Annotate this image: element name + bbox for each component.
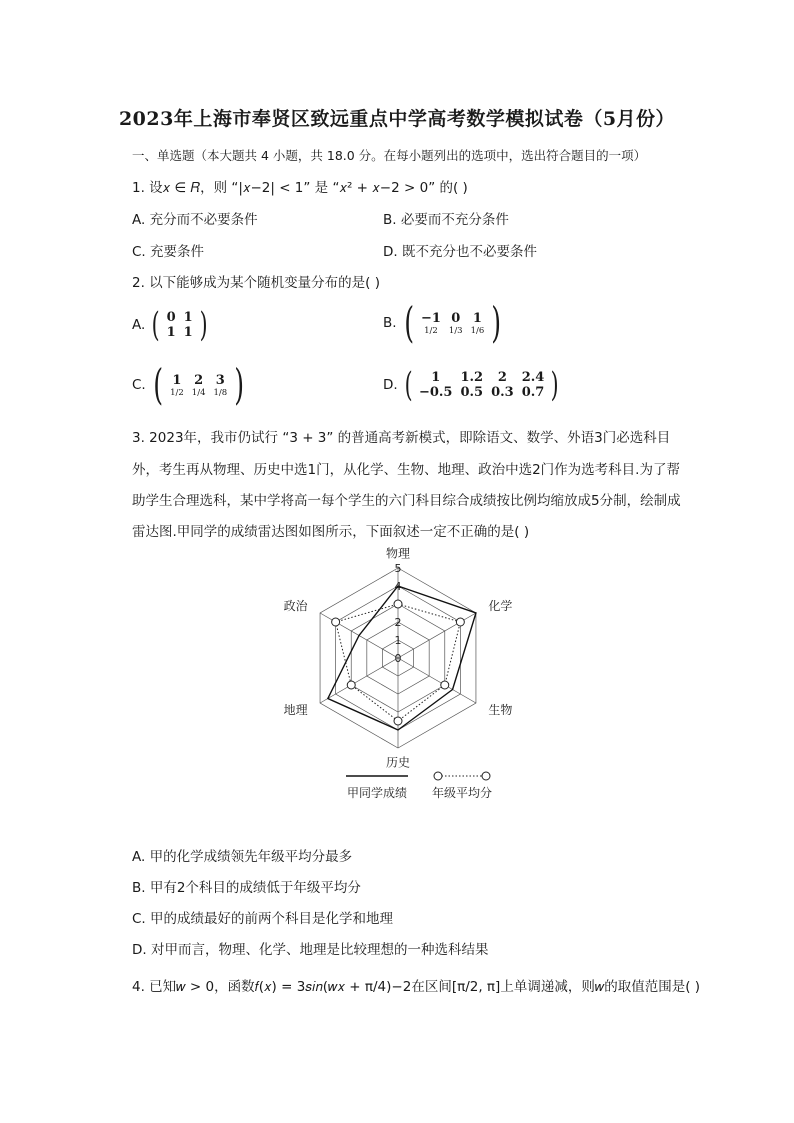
question-2-option-d: D. ( 1 1.2 2 2.4 −0.5 0.5 0.3 0.7 ) (383, 365, 559, 405)
matrix-cell: 0.3 (491, 385, 514, 400)
radar-axis-label: 化学 (488, 598, 513, 613)
matrix-cell: 1 (431, 370, 441, 385)
matrix-cell: 0 (166, 310, 176, 325)
radar-point-average (347, 681, 355, 689)
matrix-cell: 1 (183, 310, 193, 325)
radar-axis-label: 历史 (385, 755, 411, 770)
option-label: B. (383, 315, 397, 331)
question-1-option-d: D. 既不充分也不必要条件 (383, 244, 537, 260)
radar-point-average (394, 717, 402, 725)
matrix-cell: 1 (183, 325, 193, 340)
option-label: D. (383, 377, 398, 393)
option-label: C. (132, 377, 146, 393)
matrix-cell: 1/6 (470, 325, 485, 336)
matrix-cell: 1 (472, 310, 482, 326)
option-label: A. (132, 317, 146, 333)
matrix-cell: 0 (451, 310, 461, 326)
matrix-cell: 1 (172, 372, 182, 388)
matrix-cell: 1.2 (460, 370, 484, 385)
radar-tick-label: 0 (394, 652, 402, 665)
radar-point-average (394, 600, 402, 608)
radar-spoke (320, 658, 398, 703)
radar-axis-label: 地理 (283, 703, 308, 718)
matrix-cell: −0.5 (418, 385, 453, 400)
legend-marker-average (434, 772, 442, 780)
matrix-cell: 1/2 (424, 325, 438, 336)
question-3-line-4: 雷达图.甲同学的成绩雷达图如图所示，下面叙述一定不正确的是( ) (132, 524, 530, 540)
matrix-cell: 3 (215, 372, 225, 388)
radar-point-average (441, 681, 449, 689)
matrix-cell: 2 (497, 370, 507, 385)
radar-point-average (332, 618, 340, 626)
matrix-cell: 2.4 (521, 370, 545, 385)
legend-label-student: 甲同学成绩 (346, 786, 408, 800)
matrix-cell: 1/2 (170, 387, 184, 398)
question-4-stem: 4. 已知𝑤 > 0，函数𝑓(𝑥) = 3𝑠𝑖𝑛(𝑤𝑥 + π/4)−2在区间[π/2, π]上单调递减，则𝑤的取值范围是( ) (132, 979, 701, 995)
matrix-cell: 1/3 (448, 325, 463, 336)
question-2-option-c: C. ( 1 2 3 1/2 1/4 1/8 ) (132, 360, 245, 409)
question-2-option-b: B. ( −1 0 1 1/2 1/3 1/6 ) (383, 298, 502, 347)
matrix-cell: 1 (166, 325, 176, 340)
section-heading: 一、单选题（本大题共 4 小题，共 18.0 分。在每小题列出的选项中，选出符合题目的一项） (132, 148, 647, 163)
question-3-line-2: 外，考生再从物理、历史中选1门，从化学、生物、地理、政治中选2门作为选考科目.为了帮 (132, 462, 680, 478)
radar-tick-label: 5 (394, 562, 402, 575)
radar-tick-label: 1 (394, 634, 402, 647)
matrix-cell: 2 (194, 372, 204, 388)
radar-tick-label: 2 (394, 616, 402, 629)
matrix-cell: 1/4 (191, 387, 206, 398)
question-3-line-3: 助学生合理选科，某中学将高一每个学生的六门科目综合成绩按比例均缩放成5分制，绘制成 (132, 493, 681, 509)
radar-point-average (456, 618, 464, 626)
radar-axis-label: 生物 (488, 703, 513, 718)
legend-label-average: 年级平均分 (431, 786, 493, 800)
question-3-option-c: C. 甲的成绩最好的前两个科目是化学和地理 (132, 911, 394, 927)
radar-spoke (398, 658, 476, 703)
question-1-option-a: A. 充分而不必要条件 (132, 212, 258, 228)
radar-chart (270, 540, 530, 810)
question-3-line-1: 3. 2023年，我市仍试行 “3 + 3” 的普通高考新模式，即除语文、数学、外语3门必选科目 (132, 430, 671, 446)
question-2-stem: 2. 以下能够成为某个随机变量分布的是( ) (132, 275, 380, 291)
matrix-cell: 0.5 (460, 385, 484, 400)
radar-tick-label: 4 (394, 580, 402, 593)
page-title: 2023年上海市奉贤区致远重点中学高考数学模拟试卷（5月份） (118, 108, 676, 130)
question-1-stem: 1. 设𝑥 ∈ 𝑅，则 “|𝑥−2| < 1” 是 “𝑥² + 𝑥−2 > 0” 的( ) (132, 180, 468, 196)
legend-marker-average (482, 772, 490, 780)
matrix-cell: 1/8 (213, 387, 228, 398)
matrix-cell: −1 (420, 310, 441, 326)
question-2-option-a: A. ( 0 1 1 1 ) (132, 305, 208, 345)
question-1-option-c: C. 充要条件 (132, 244, 205, 260)
question-3-option-b: B. 甲有2个科目的成绩低于年级平均分 (132, 880, 361, 896)
radar-axis-label: 物理 (385, 546, 411, 561)
question-3-option-d: D. 对甲而言，物理、化学、地理是比较理想的一种选科结果 (132, 942, 489, 958)
question-1-option-b: B. 必要而不充分条件 (383, 212, 509, 228)
radar-series-student (328, 586, 476, 730)
question-3-option-a: A. 甲的化学成绩领先年级平均分最多 (132, 849, 353, 865)
radar-axis-label: 政治 (283, 598, 308, 613)
matrix-cell: 0.7 (521, 385, 545, 400)
